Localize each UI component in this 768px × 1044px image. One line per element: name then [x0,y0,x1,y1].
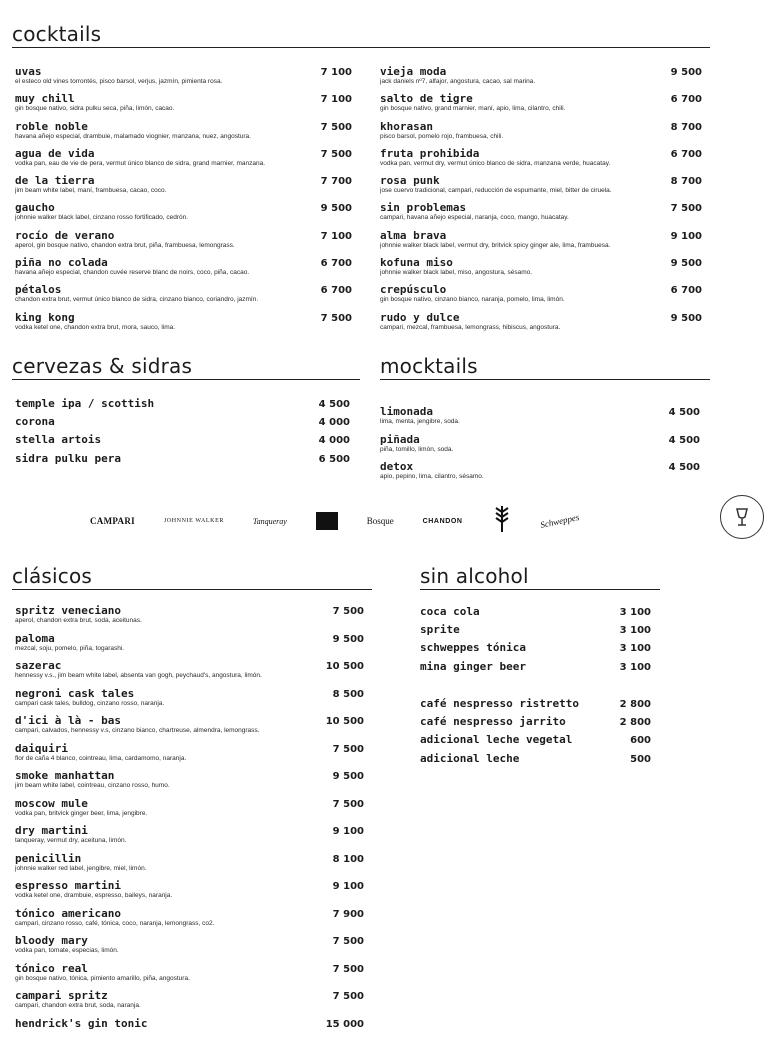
menu-item-description: hennessy v.s., jim beam white label, absenta van gogh, peychaud's, angostura, limón. [15,672,364,680]
menu-item-name: piña no colada [15,256,352,269]
menu-item-description: vodka ketel one, chandon extra brut, mora, sauco, lima. [15,324,352,332]
menu-item [380,147,702,174]
menu-item-name: sazerac [15,659,364,672]
menu-item-description: johnnie walker black label, miso, angostura, sésamo. [380,269,702,277]
menu-item-price: 9 100 [333,826,364,837]
mocktails-section [380,350,710,380]
menu-item-description: jim beam white label, cointreau, cinzano rosso, humo. [15,782,364,790]
menu-item-name: crepúsculo [380,283,702,296]
menu-item-description: havana añejo especial, chandon cuvée reserve blanc de noirs, coco, piña, cacao. [15,269,352,277]
menu-item-description: gin bosque nativo, cinzano bianco, naranja, pomelo, lima, limón. [380,296,702,304]
brand-logo-bosque: Bosque [367,516,394,526]
section-title-cervezas: cervezas & sidras [12,350,360,380]
menu-item-name: muy chill [15,92,352,105]
cocktails-left-list [15,65,352,338]
menu-item-name: salto de tigre [380,92,702,105]
menu-item-description: campari, chandon extra brut, soda, naranja. [15,1002,364,1010]
menu-item-description: vodka ketel one, drambuie, espresso, baileys, naranja. [15,892,364,900]
menu-item-description: gin bosque nativo, tónica, pimiento amarillo, piña, angostura. [15,975,364,983]
menu-item-description: vodka pan, britvick ginger beer, lima, jengibre. [15,810,364,818]
menu-item-price: 6 700 [321,258,352,269]
menu-item [15,714,364,742]
menu-item-price: 4 500 [669,407,700,418]
menu-item [15,92,352,119]
section-title-clasicos: clásicos [12,560,372,590]
menu-item-price: 9 500 [333,771,364,782]
menu-item-name: moscow mule [15,797,364,810]
brand-logo-box-icon [316,512,338,530]
menu-item-price: 4 000 [319,435,350,446]
menu-item-name: temple ipa / scottish [15,397,350,410]
menu-item [380,311,702,338]
menu-item-price: 7 100 [321,67,352,78]
menu-item-name: coca cola [420,605,651,618]
menu-item-name: rocío de verano [15,229,352,242]
menu-item [15,65,352,92]
cocktails-right-list [380,65,702,338]
menu-item [15,934,364,962]
menu-item [420,605,651,623]
menu-item-price: 7 500 [333,936,364,947]
menu-item-price: 7 500 [333,991,364,1002]
menu-item-price: 7 500 [321,313,352,324]
brand-logo-campari: CAMPARI [90,516,135,526]
menu-item-name: de la tierra [15,174,352,187]
menu-item-price: 3 100 [620,625,651,636]
menu-item-price: 9 500 [671,258,702,269]
menu-item-description: lima, menta, jengibre, soda. [380,418,700,426]
menu-item-price: 3 100 [620,643,651,654]
menu-item [15,1017,364,1044]
menu-item-name: sin problemas [380,201,702,214]
menu-item-description: havana añejo especial, drambuie, malamado viognier, manzana, nuez, angostura. [15,133,352,141]
menu-item-name: espresso martini [15,879,364,892]
menu-item [15,989,364,1017]
menu-item [380,283,702,310]
menu-item [380,174,702,201]
menu-item-description: apio, pepino, lima, cilantro, sésamo. [380,473,700,481]
menu-item-price: 7 100 [321,94,352,105]
menu-item-price: 7 100 [321,231,352,242]
menu-item [15,201,352,228]
menu-item-name: king kong [15,311,352,324]
menu-item-name: piñada [380,433,700,446]
menu-item-name: café nespresso ristretto [420,697,651,710]
menu-item-description: jose cuervo tradicional, campari, reducción de espumante, miel, bitter de ciruela. [380,187,702,195]
menu-item-description: piña, tomillo, limón, soda. [380,446,700,454]
sin-alcohol-list-2 [420,697,651,770]
menu-item [380,405,700,433]
menu-item-price: 10 500 [326,716,364,727]
menu-item-name: fruta prohibida [380,147,702,160]
menu-item [420,641,651,659]
menu-item [15,229,352,256]
menu-item-price: 500 [630,754,651,765]
menu-item-price: 9 100 [333,881,364,892]
menu-item-name: limonada [380,405,700,418]
menu-item-price: 6 700 [671,94,702,105]
menu-item [15,147,352,174]
menu-item-name: corona [15,415,350,428]
menu-item-name: paloma [15,632,364,645]
menu-item-price: 9 500 [321,203,352,214]
menu-item-name: smoke manhattan [15,769,364,782]
menu-item [15,397,350,415]
cervezas-section [12,350,360,380]
menu-item [380,460,700,488]
menu-item [15,852,364,880]
menu-item-price: 8 100 [333,854,364,865]
menu-item [380,92,702,119]
menu-item-price: 4 500 [319,399,350,410]
clasicos-list [15,604,364,1044]
menu-item-description: pisco barsol, pomelo rojo, frambuesa, chili. [380,133,702,141]
cervezas-list [15,397,350,470]
menu-item-name: bloody mary [15,934,364,947]
menu-item-description: johnnie walker black label, vermut dry, britvick spicy ginger ale, lima, frambuesa. [380,242,702,250]
menu-item-description: chandon extra brut, vermut único blanco de sidra, cinzano bianco, coriandro, jazmín. [15,296,352,304]
menu-item-price: 7 500 [321,122,352,133]
menu-item-description: tanqueray, vermut dry, aceituna, limón. [15,837,364,845]
brand-logo-johnnie-walker: JOHNNIE WALKER [164,518,224,524]
menu-item-price: 15 000 [326,1019,364,1030]
mocktails-list [380,405,700,488]
menu-item-price: 4 500 [669,462,700,473]
menu-item [15,433,350,451]
menu-item-name: tónico americano [15,907,364,920]
menu-item [15,907,364,935]
menu-item-description: vodka pan, tomate, especias, limón. [15,947,364,955]
menu-item-price: 7 500 [333,799,364,810]
brand-logo-schweppes: Schweppes [540,512,581,530]
section-title-sin-alcohol: sin alcohol [420,560,660,590]
menu-item-name: roble noble [15,120,352,133]
menu-item-name: penicillin [15,852,364,865]
menu-item-price: 2 800 [620,717,651,728]
menu-item-price: 8 500 [333,689,364,700]
menu-item-name: adicional leche vegetal [420,733,651,746]
menu-item-name: spritz veneciano [15,604,364,617]
menu-item-name: gaucho [15,201,352,214]
menu-item [380,256,702,283]
menu-item [15,824,364,852]
sin-alcohol-list-1 [420,605,651,678]
menu-item-description: vodka pan, vermut dry, vermut único blanco de sidra, manzana verde, huacatay. [380,160,702,168]
clasicos-section [12,560,372,590]
menu-item-description: mezcal, soju, pomelo, piña, togarashi. [15,645,364,653]
menu-item [15,256,352,283]
menu-item-name: d'ici à là - bas [15,714,364,727]
menu-item-price: 6 500 [319,454,350,465]
menu-item-price: 9 500 [333,634,364,645]
menu-item-description: aperol, chandon extra brut, soda, aceitunas. [15,617,364,625]
menu-item-price: 600 [630,735,651,746]
menu-item [15,120,352,147]
menu-item [420,752,651,770]
section-title-cocktails: cocktails [12,18,710,48]
menu-item-description: vodka pan, eau de vie de pera, vermut único blanco de sidra, grand marnier, manzana. [15,160,352,168]
menu-item-name: sprite [420,623,651,636]
menu-item-name: dry martini [15,824,364,837]
menu-item-name: rudo y dulce [380,311,702,324]
menu-item [15,962,364,990]
menu-item-description: campari cask tales, bulldog, cinzano rosso, naranja. [15,700,364,708]
sin-alcohol-section [420,560,660,590]
menu-item-name: agua de vida [15,147,352,160]
menu-item-price: 7 500 [321,149,352,160]
menu-item-price: 6 700 [671,285,702,296]
menu-item-description: campari, calvados, hennessy v.s, cinzano bianco, chartreuse, almendra, lemongrass. [15,727,364,735]
menu-item-description: jack daniels nº7, alfajor, angostura, cacao, sal marina. [380,78,702,86]
brand-logos-strip [90,505,580,537]
menu-item-name: negroni cask tales [15,687,364,700]
menu-item [15,632,364,660]
menu-item-price: 3 100 [620,662,651,673]
menu-item [420,715,651,733]
menu-item-price: 8 700 [671,176,702,187]
menu-item-price: 2 800 [620,699,651,710]
menu-item-description: johnnie walker red label, jengibre, miel, limón. [15,865,364,873]
menu-item [420,660,651,678]
menu-item-price: 9 500 [671,67,702,78]
menu-item-name: detox [380,460,700,473]
menu-item-price: 10 500 [326,661,364,672]
menu-item [15,687,364,715]
menu-item [15,879,364,907]
menu-item [15,283,352,310]
menu-item [420,623,651,641]
menu-item-name: schweppes tónica [420,641,651,654]
menu-item-description: campari, havana añejo especial, naranja, coco, mango, huacatay. [380,214,702,222]
menu-item-price: 4 000 [319,417,350,428]
menu-item-price: 9 500 [671,313,702,324]
menu-item [380,201,702,228]
brand-logo-chandon: CHANDON [423,518,463,525]
menu-item-name: hendrick's gin tonic [15,1017,364,1030]
menu-item-description: johnnie walker black label, cinzano rosso fortificado, cedrón. [15,214,352,222]
menu-item-description: flor de caña 4 blanco, cointreau, lima, cardamomo, naranja. [15,755,364,763]
menu-item-description: aperol, gin bosque nativo, chandon extra brut, piña, frambuesa, lemongrass. [15,242,352,250]
menu-item-price: 7 500 [671,203,702,214]
menu-item-name: pétalos [15,283,352,296]
menu-item [15,415,350,433]
menu-item-name: campari spritz [15,989,364,1002]
menu-item-description: campari, cinzano rosso, café, tónica, coco, naranja, lemongrass, co2. [15,920,364,928]
menu-item-name: stella artois [15,433,350,446]
cocktails-section [12,18,710,48]
menu-item-name: kofuna miso [380,256,702,269]
menu-item [380,229,702,256]
wheat-logo-icon [492,504,512,539]
menu-item-price: 7 500 [333,606,364,617]
menu-item-price: 6 700 [671,149,702,160]
menu-item-price: 7 700 [321,176,352,187]
menu-item-name: khorasan [380,120,702,133]
menu-item [420,697,651,715]
menu-item-price: 7 900 [333,909,364,920]
menu-item-name: alma brava [380,229,702,242]
menu-item-name: uvas [15,65,352,78]
menu-item [15,311,352,338]
menu-item [15,604,364,632]
menu-item-description: jim beam white label, maní, frambuesa, cacao, coco. [15,187,352,195]
menu-item-name: daiquiri [15,742,364,755]
menu-item-name: café nespresso jarrito [420,715,651,728]
menu-item [15,174,352,201]
menu-item-price: 8 700 [671,122,702,133]
menu-item-name: tónico real [15,962,364,975]
menu-item-name: vieja moda [380,65,702,78]
menu-item-price: 6 700 [321,285,352,296]
menu-item [15,742,364,770]
menu-item-price: 9 100 [671,231,702,242]
menu-item [420,733,651,751]
menu-item [380,65,702,92]
menu-item [15,797,364,825]
menu-item [380,120,702,147]
menu-item [380,433,700,461]
menu-item [15,769,364,797]
brand-logo-tanqueray: Tanqueray [253,517,287,526]
menu-item-description: el esteco old vines torrontés, pisco barsol, verjus, jazmín, pimienta rosa. [15,78,352,86]
menu-item-description: gin bosque nativo, grand marnier, maní, apio, lima, cilantro, chili. [380,105,702,113]
menu-item-description: gin bosque nativo, sidra pulku seca, piña, limón, cacao. [15,105,352,113]
menu-item [15,452,350,470]
menu-item-price: 4 500 [669,435,700,446]
menu-item-price: 7 500 [333,744,364,755]
section-title-mocktails: mocktails [380,350,710,380]
menu-item-name: adicional leche [420,752,651,765]
menu-item [15,659,364,687]
menu-item-description: campari, mezcal, frambuesa, lemongrass, hibiscus, angostura. [380,324,702,332]
menu-item-name: sidra pulku pera [15,452,350,465]
menu-item-price: 3 100 [620,607,651,618]
menu-item-price: 7 500 [333,964,364,975]
stamp-seal-icon [720,495,764,539]
menu-item-name: mina ginger beer [420,660,651,673]
menu-item-name: rosa punk [380,174,702,187]
